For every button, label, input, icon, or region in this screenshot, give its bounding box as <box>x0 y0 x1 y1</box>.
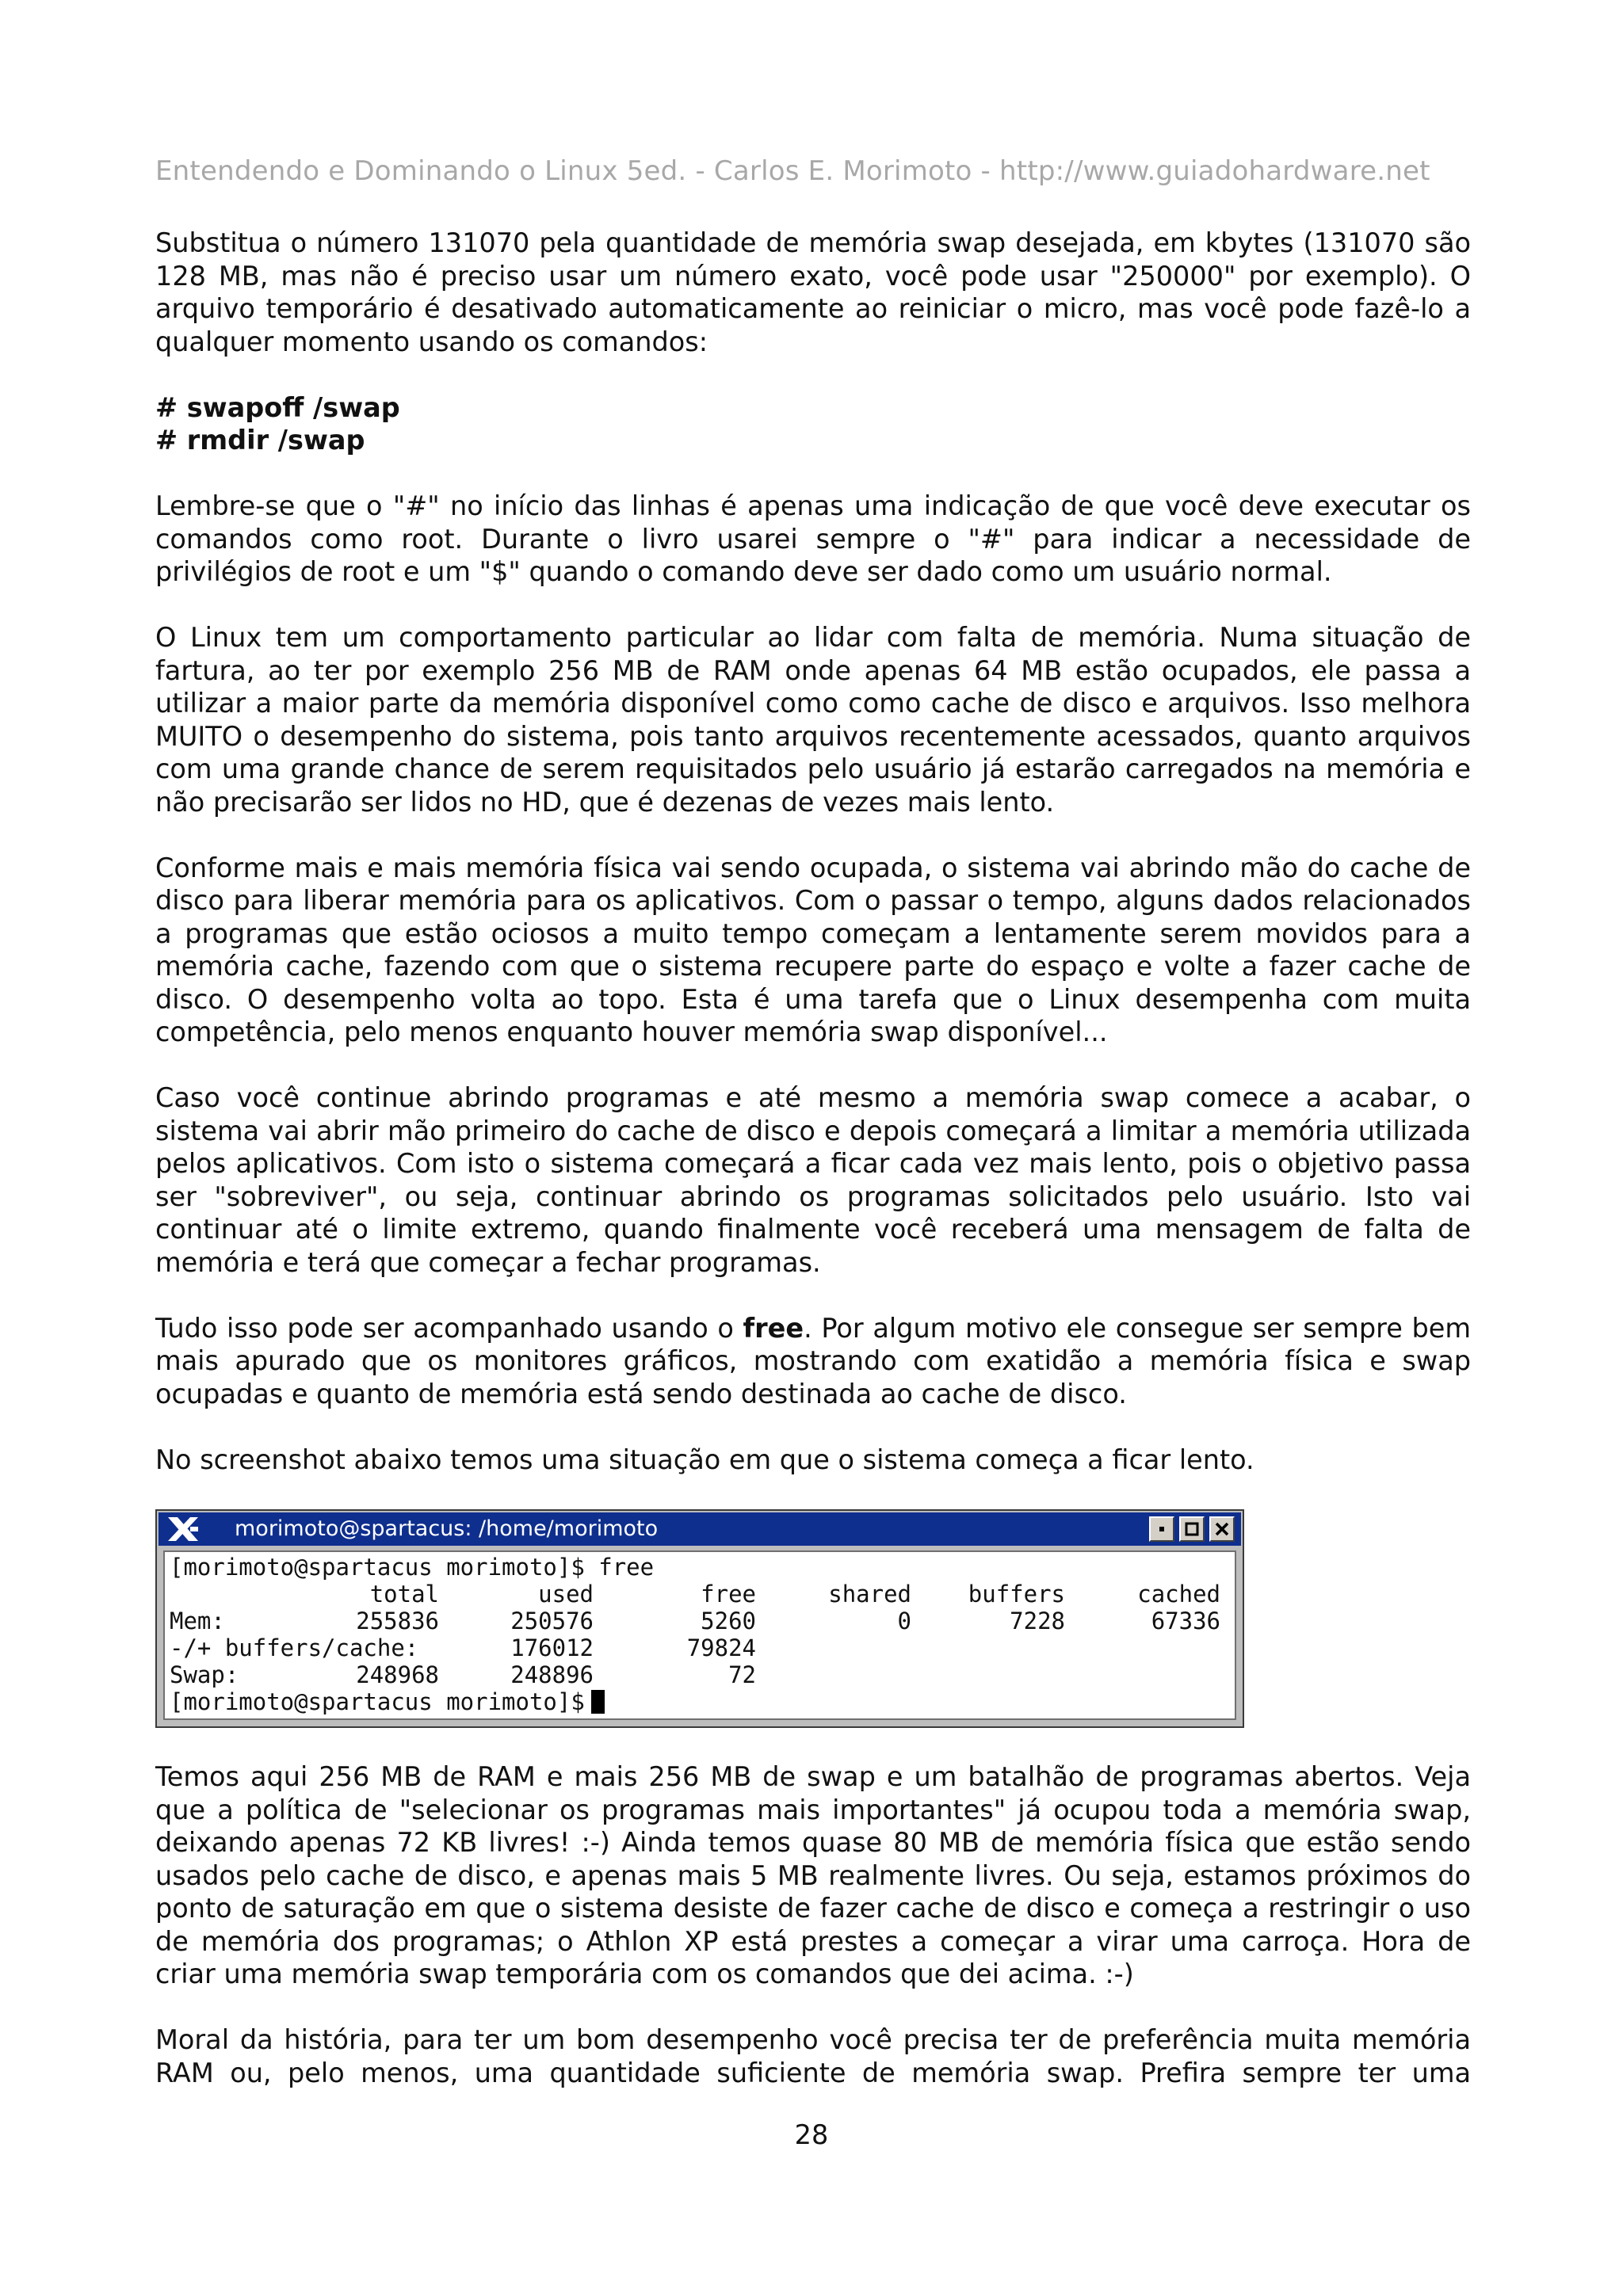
final-prompt-line <box>170 1688 605 1715</box>
maximize-icon <box>1183 1520 1201 1538</box>
terminal-final-prompt <box>170 1688 1230 1715</box>
table-cell: 67336 <box>1151 1607 1220 1634</box>
table-cell: 176012 <box>510 1634 594 1662</box>
table-cell: 250576 <box>510 1607 594 1634</box>
page-number: 28 <box>794 2119 829 2150</box>
paragraph-9: Moral da história, para ter um bom desempenho você precisa ter de preferência muita memória RAM ou, pelo menos, uma quantidade suficiente de memória swap. Prefira sempre ter uma <box>155 2024 1471 2088</box>
close-icon <box>1213 1520 1231 1538</box>
prompt-command: [morimoto@spartacus morimoto]$ free <box>170 1553 655 1581</box>
row-label: Swap: <box>170 1661 239 1689</box>
column-header: total <box>369 1580 439 1608</box>
row-label: Mem: <box>170 1607 225 1634</box>
paragraph-7: No screenshot abaixo temos uma situação em que o sistema começa a ficar lento. <box>155 1444 1254 1475</box>
table-row <box>170 1634 1230 1661</box>
page-body <box>155 227 1471 2089</box>
terminal-cursor <box>591 1690 605 1714</box>
minimize-button[interactable] <box>1149 1516 1174 1542</box>
running-header: Entendendo e Dominando o Linux 5ed. - Carlos E. Morimoto - http://www.guiadohardware.net <box>155 155 1430 187</box>
paragraph-1: Substitua o número 131070 pela quantidade de memória swap desejada, em kbytes (131070 são 128 MB, mas não é preciso usar um número exato, você pode usar "250000" por exemplo). O arquivo temporário é desativado automaticamente ao reiniciar o micro, mas você pode fazê-lo a qualquer momento usando os comandos: <box>155 227 1471 357</box>
maximize-button[interactable] <box>1179 1516 1205 1542</box>
paragraph-3: O Linux tem um comportamento particular ao lidar com falta de memória. Numa situação de fartura, ao ter por exemplo 256 MB de RAM onde apenas 64 MB estão ocupados, ele passa a utilizar a maior parte da memória disponível como como cache de disco e arquivos. Isso melhora MUITO o desempenho do sistema, pois tanto arquivos recentemente acessados, quanto arquivos com uma grande chance de serem requisitados pelo usuário já estarão carregados na memória e não precisarão ser lidos no HD, que é dezenas de vezes mais lento. <box>155 622 1471 818</box>
column-header: free <box>701 1580 756 1608</box>
column-header: buffers <box>968 1580 1065 1608</box>
table-row <box>170 1608 1230 1634</box>
close-button[interactable] <box>1209 1516 1235 1542</box>
paragraph-6-text-b: . Por algum motivo ele consegue ser sempre bem mais apurado que os monitores gráficos, mostrando com exatidão a memória física e swap ocupadas e quanto de memória está sendo destinada ao cache de disco. <box>155 1312 1471 1409</box>
paragraph-6 <box>155 1312 1471 1411</box>
terminal-output[interactable] <box>163 1550 1236 1720</box>
command-rmdir: # rmdir /swap <box>155 425 365 456</box>
table-header-row <box>170 1581 1230 1608</box>
column-header: cached <box>1137 1580 1220 1608</box>
terminal-title: morimoto@spartacus: /home/morimoto <box>235 1516 659 1541</box>
column-header: used <box>538 1580 594 1608</box>
table-cell: 5260 <box>701 1607 756 1634</box>
table-row <box>170 1661 1230 1688</box>
table-cell: 72 <box>728 1661 756 1689</box>
table-cell: 79824 <box>686 1634 756 1662</box>
final-prompt-text: [morimoto@spartacus morimoto]$ <box>170 1688 585 1716</box>
terminal-titlebar[interactable] <box>158 1512 1241 1546</box>
command-block <box>155 391 1471 457</box>
x-window-logo-icon[interactable] <box>166 1516 200 1543</box>
table-cell: 248896 <box>510 1661 594 1689</box>
paragraph-5: Caso você continue abrindo programas e até mesmo a memória swap comece a acabar, o sistema vai abrir mão primeiro do cache de disco e depois começará a limitar a memória utilizada pelos aplicativos. Com isto o sistema começará a ficar cada vez mais lento, pois o objetivo passa ser "sobreviver", ou seja, continuar abrindo os programas solicitados pelo usuário. Isto vai continuar até o limite extremo, quando finalmente você receberá uma mensagem de falta de memória e terá que começar a fechar programas. <box>155 1082 1471 1278</box>
paragraph-2: Lembre-se que o "#" no início das linhas é apenas uma indicação de que você deve executar os comandos como root. Durante o livro usarei sempre o "#" para indicar a necessidade de privilégios de root e um "$" quando o comando deve ser dado como um usuário normal. <box>155 490 1471 587</box>
table-cell: 0 <box>897 1607 911 1634</box>
paragraph-4: Conforme mais e mais memória física vai sendo ocupada, o sistema vai abrindo mão do cache de disco para liberar memória para os aplicativos. Com o passar o tempo, alguns dados relacionados a programas que estão ociosos a muito tempo começam a lentamente serem movidos para a memória cache, fazendo com que o sistema recupere parte do espaço e volte a fazer cache de disco. O desempenho volta ao topo. Esta é uma tarefa que o Linux desempenha com muita competência, pelo menos enquanto houver memória swap disponível... <box>155 852 1471 1047</box>
column-header: shared <box>828 1580 911 1608</box>
terminal-screenshot <box>155 1509 1244 1728</box>
minimize-icon <box>1153 1520 1170 1538</box>
paragraph-8: Temos aqui 256 MB de RAM e mais 256 MB de swap e um batalhão de programas abertos. Veja que a política de "selecionar os programas mais importantes" já ocupou toda a memória swap, deixando apenas 72 KB livres! :-) Ainda temos quase 80 MB de memória física que estão sendo usados pelo cache de disco, e apenas mais 5 MB realmente livres. Ou seja, estamos próximos do ponto de saturação em que o sistema desiste de fazer cache de disco e começa a restringir o uso de memória dos programas; o Athlon XP está prestes a começar a virar uma carroça. Hora de criar uma memória swap temporária com os comandos que dei acima. :-) <box>155 1761 1471 1989</box>
table-cell: 7228 <box>1010 1607 1065 1634</box>
table-cell: 248968 <box>356 1661 439 1689</box>
terminal-prompt-line <box>170 1554 1230 1581</box>
row-label: -/+ buffers/cache: <box>170 1634 419 1662</box>
table-cell: 255836 <box>356 1607 439 1634</box>
paragraph-6-text-a: Tudo isso pode ser acompanhado usando o <box>155 1312 743 1344</box>
command-swapoff: # swapoff /swap <box>155 391 400 423</box>
free-command-name: free <box>743 1312 804 1344</box>
